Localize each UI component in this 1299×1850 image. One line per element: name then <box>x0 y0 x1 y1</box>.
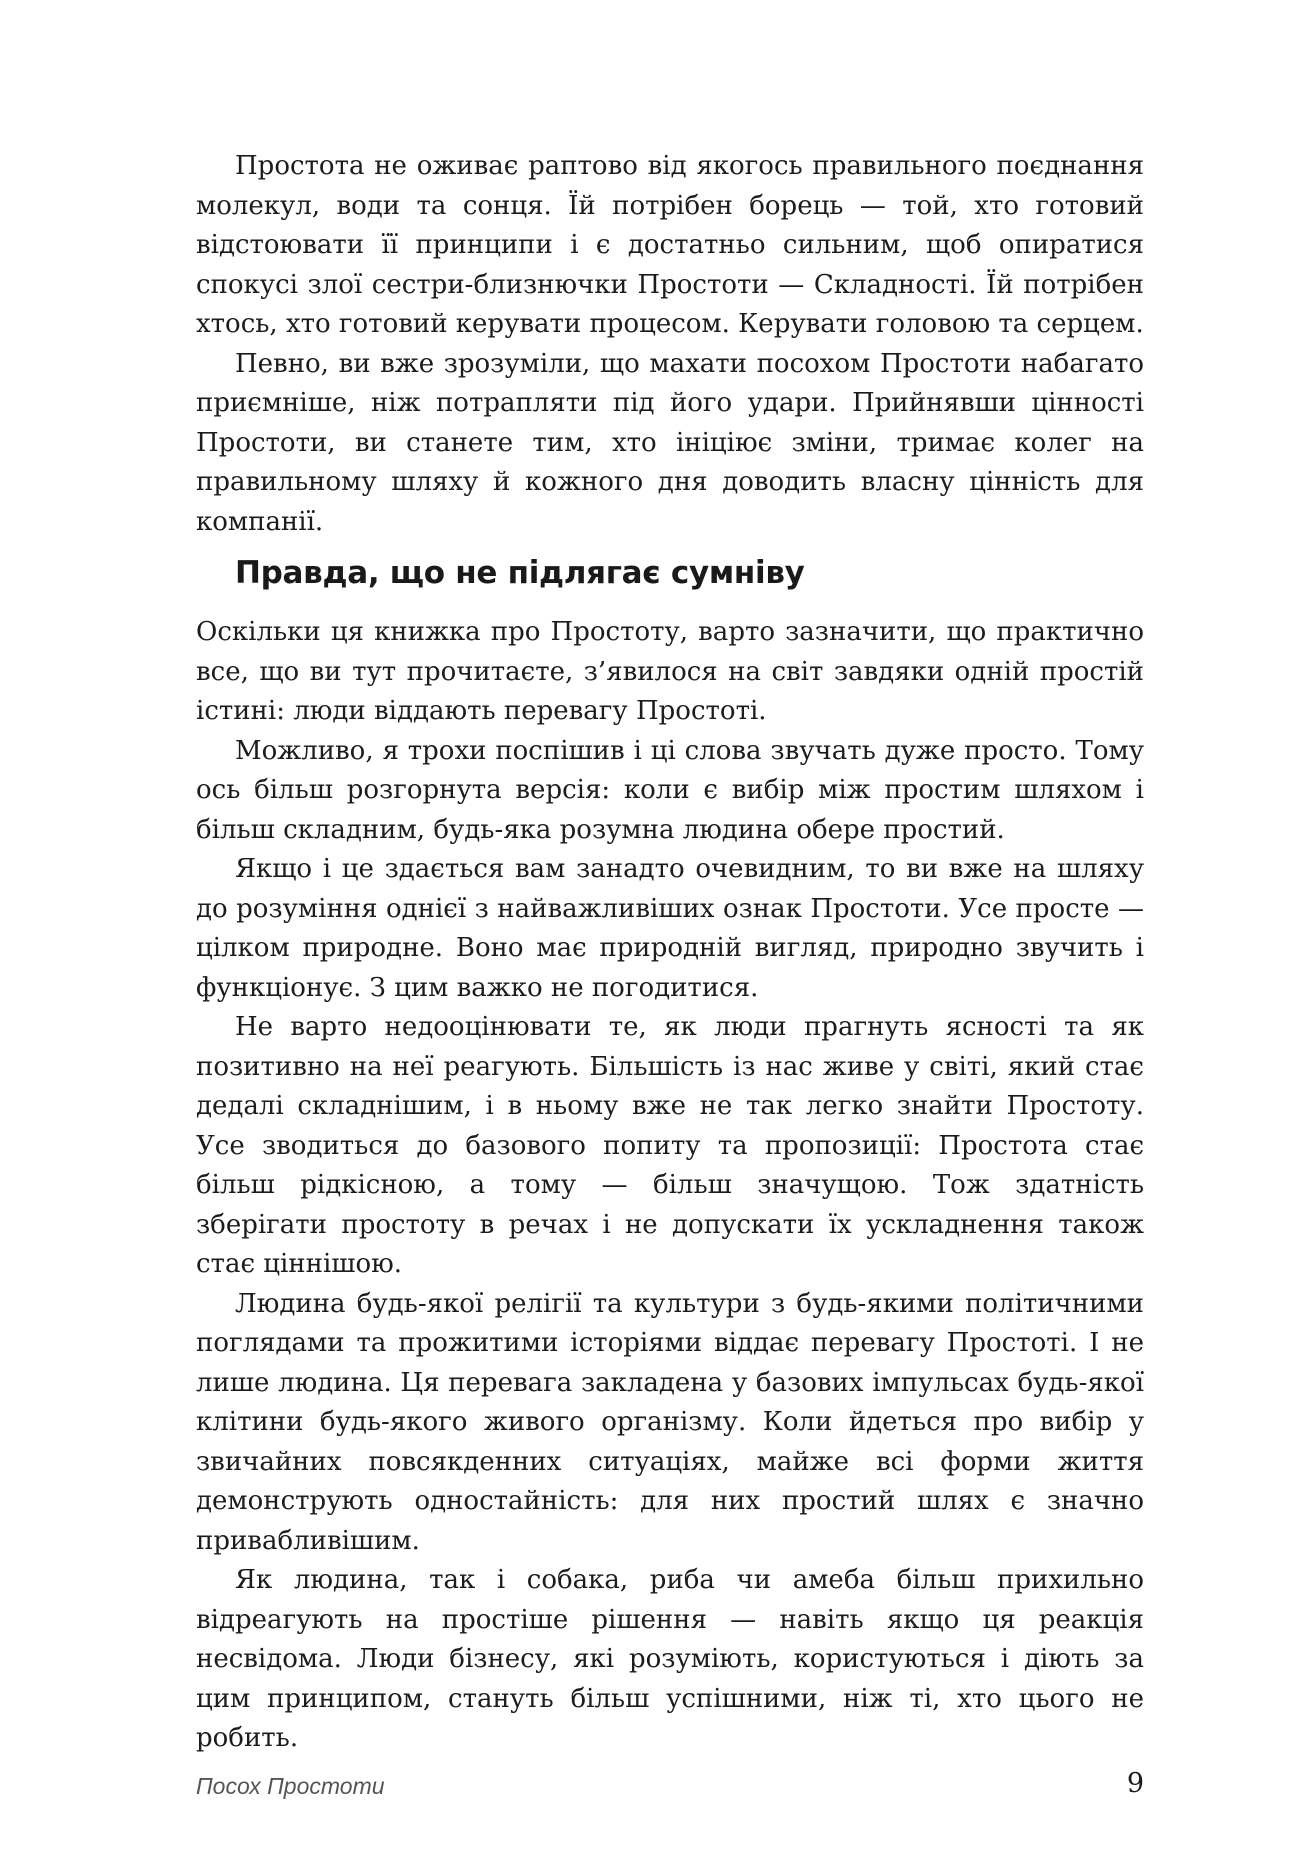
section-paragraph-4: Не варто недооцінювати те, як люди прагнуть ясності та як позитивно на неї реагують. Більшість із нас живе у світі, який стає дедалі складнішим, і в ньому вже не так легко знайти Простоту. Усе зводиться до базового попиту та пропозиції: Простота стає більш рідкісною, а тому — більш значущою. Тож здатність зберігати простоту в речах і не допускати їх ускладнення також стає ціннішою. <box>196 1012 1144 1279</box>
section-paragraph-6: Як людина, так і собака, риба чи амеба більш прихильно відреагують на простіше рішення — навіть якщо ця реакція несвідома. Люди бізнесу, які розуміють, користуються і діють за цим принципом, стануть більш успішними, ніж ті, хто цього не робить. <box>196 1565 1144 1753</box>
page-number: 9 <box>1126 1768 1144 1799</box>
section-paragraph-5: Людина будь-якої релігії та культури з будь-якими політичними поглядами та прожитими історіями віддає перевагу Простоті. І не лише людина. Ця перевага закладена у базових імпульсах будь-якої клітини будь-якого живого організму. Коли йдеться про вибір у звичайних повсякденних ситуаціях, майже всі форми життя демонструють одностайність: для них простий шлях є значно привабливішим. <box>196 1288 1144 1556</box>
intro-paragraph-1: Простота не оживає раптово від якогось правильного поєднання молекул, води та сонця. Їй потрібен борець — той, хто готовий відстоювати її принципи і є достатньо сильним, щоб опиратися спокусі злої сестри-близнючки Простоти — Складності. Їй потрібен хтось, хто готовий керувати процесом. Керувати головою та серцем. <box>196 151 1144 339</box>
section-paragraph-3: Якщо і це здається вам занадто очевидним, то ви вже на шляху до розуміння однієї з найважливіших ознак Простоти. Усе просте — цілком природне. Воно має природній вигляд, природно звучить і функціонує. З цим важко не погодитися. <box>196 854 1144 1003</box>
section-paragraph-2: Можливо, я трохи поспішив і ці слова звучать дуже просто. Тому ось більш розгорнута версія: коли є вибір між простим шляхом і більш складним, будь-яка розумна людина обере простий. <box>196 735 1144 845</box>
running-footer-book-title: Посох Простоти <box>196 1773 385 1799</box>
intro-text-block <box>196 147 1144 542</box>
section-text-block <box>196 613 1144 1759</box>
section-heading: Правда, що не підлягає сумніву <box>235 555 805 591</box>
section-paragraph-1: Оскільки ця книжка про Простоту, варто зазначити, що практично все, що ви тут прочитаєте, з’явилося на світ завдяки одній простій істині: люди віддають перевагу Простоті. <box>196 617 1144 726</box>
intro-paragraph-2: Певно, ви вже зрозуміли, що махати посохом Простоти набагато приємніше, ніж потрапляти під його удари. Прийнявши цінності Простоти, ви станете тим, хто ініціює зміни, тримає колег на правильному шляху й кожного дня доводить власну цінність для компанії. <box>196 348 1144 537</box>
